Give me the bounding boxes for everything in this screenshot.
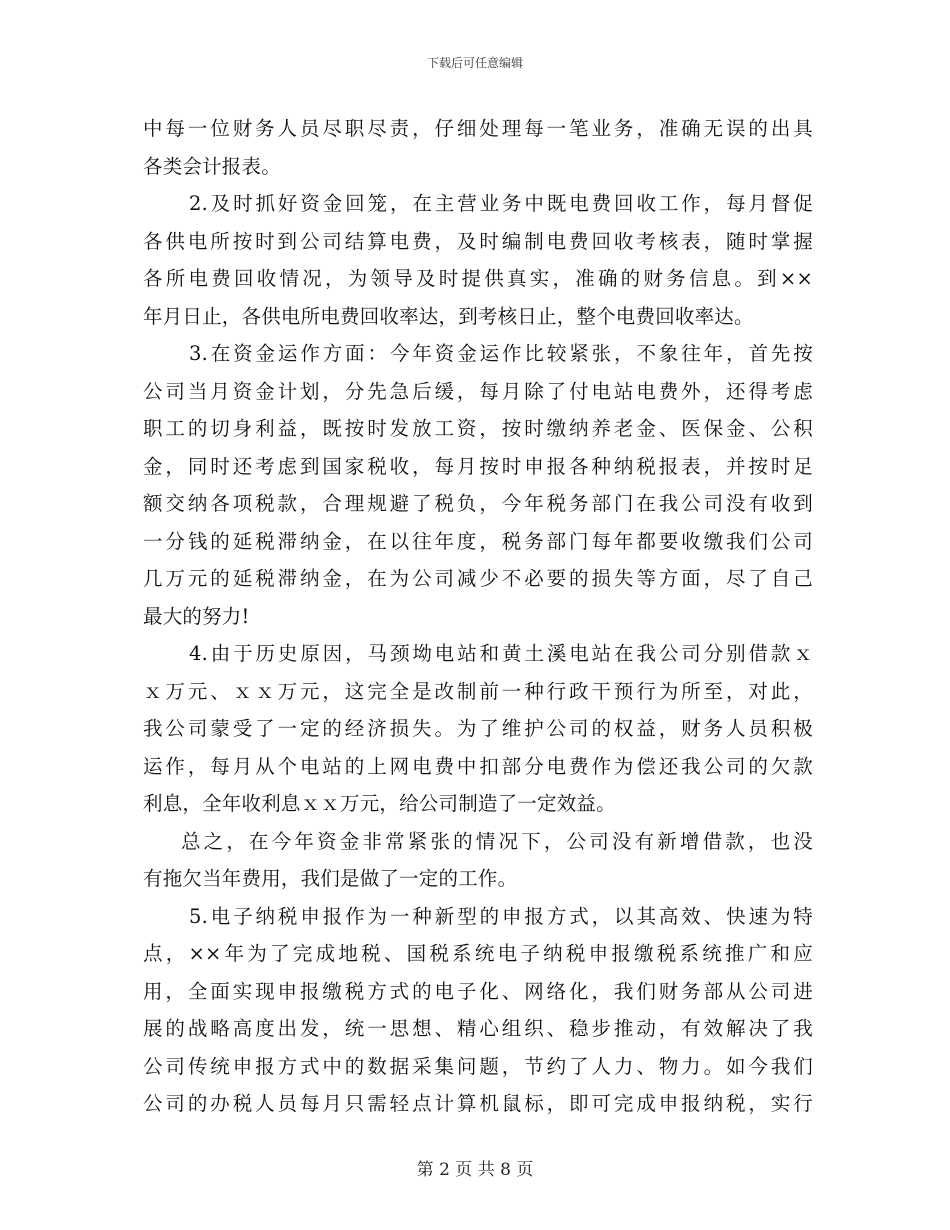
document-body — [143, 110, 813, 1123]
text-line: 利息，全年收利息ｘｘ万元，给公司制造了一定效益。 — [143, 792, 616, 815]
text-line: 一分钱的延税滞纳金，在以往年度，税务部门每年都要收缴我们公司 — [143, 529, 813, 553]
text-line: 最大的努力! — [143, 604, 250, 628]
text-line: 点，××年为了完成地税、国税系统电子纳税申报缴税系统推广和应 — [143, 942, 813, 965]
text-line: 中每一位财务人员尽职尽责，仔细处理每一笔业务，准确无误的出具 — [143, 117, 813, 140]
page-header: 下载后可任意编辑 — [426, 56, 523, 70]
text-line: 有拖欠当年费用，我们是做了一定的工作。 — [143, 867, 518, 890]
text-line: 各所电费回收情况，为领导及时提供真实，准确的财务信息。到×× — [143, 267, 813, 290]
text-line: 年月日止，各供电所电费回收率达，到考核日止，整个电费回收率达。 — [143, 304, 754, 328]
text-line: 公司当月资金计划，分先急后缓，每月除了付电站电费外，还得考虑 — [143, 379, 813, 403]
text-line: 职工的切身利益，既按时发放工资，按时缴纳养老金、医保金、公积 — [143, 417, 813, 440]
text-line: 各类会计报表。 — [143, 154, 281, 178]
text-line: 公司传统申报方式中的数据采集问题，节约了人力、物力。如今我们 — [143, 1054, 813, 1078]
text-line: 几万元的延税滞纳金，在为公司减少不必要的损失等方面，尽了自己 — [143, 567, 813, 590]
paragraph-start-line: 5.电子纳税申报作为一种新型的申报方式，以其高效、快速为特 — [189, 904, 813, 928]
paragraph-start-line: 2.及时抓好资金回笼，在主营业务中既电费回收工作，每月督促 — [189, 192, 813, 215]
text-line: 用，全面实现申报缴税方式的电子化、网络化，我们财务部从公司进 — [143, 979, 813, 1003]
text-line: 额交纳各项税款，合理规避了税负，今年税务部门在我公司没有收到 — [143, 492, 813, 515]
text-line: 我公司蒙受了一定的经济损失。为了维护公司的权益，财务人员积极 — [143, 717, 813, 740]
text-line: 金，同时还考虑到国家税收，每月按时申报各种纳税报表，并按时足 — [143, 454, 813, 478]
text-line: 各供电所按时到公司结算电费，及时编制电费回收考核表，随时掌握 — [143, 229, 813, 253]
text-line: ｘ万元、ｘｘ万元，这完全是改制前一种行政干预行为所至，对此， — [143, 679, 813, 703]
paragraph-start-line: 3.在资金运作方面：今年资金运作比较紧张，不象往年，首先按 — [189, 342, 813, 365]
text-line: 公司的办税人员每月只需轻点计算机鼠标，即可完成申报纳税，实行 — [143, 1092, 813, 1115]
paragraph-start-line: 总之，在今年资金非常紧张的情况下，公司没有新增借款，也没 — [181, 829, 813, 853]
paragraph-start-line: 4.由于历史原因，马颈坳电站和黄土溪电站在我公司分别借款ｘ — [189, 642, 813, 665]
text-line: 展的战略高度出发，统一思想、精心组织、稳步推动，有效解决了我 — [143, 1017, 813, 1040]
text-line: 运作，每月从个电站的上网电费中扣部分电费作为偿还我公司的欠款 — [143, 754, 813, 778]
page-footer: 第 2 页 共 8 页 — [416, 1160, 534, 1180]
